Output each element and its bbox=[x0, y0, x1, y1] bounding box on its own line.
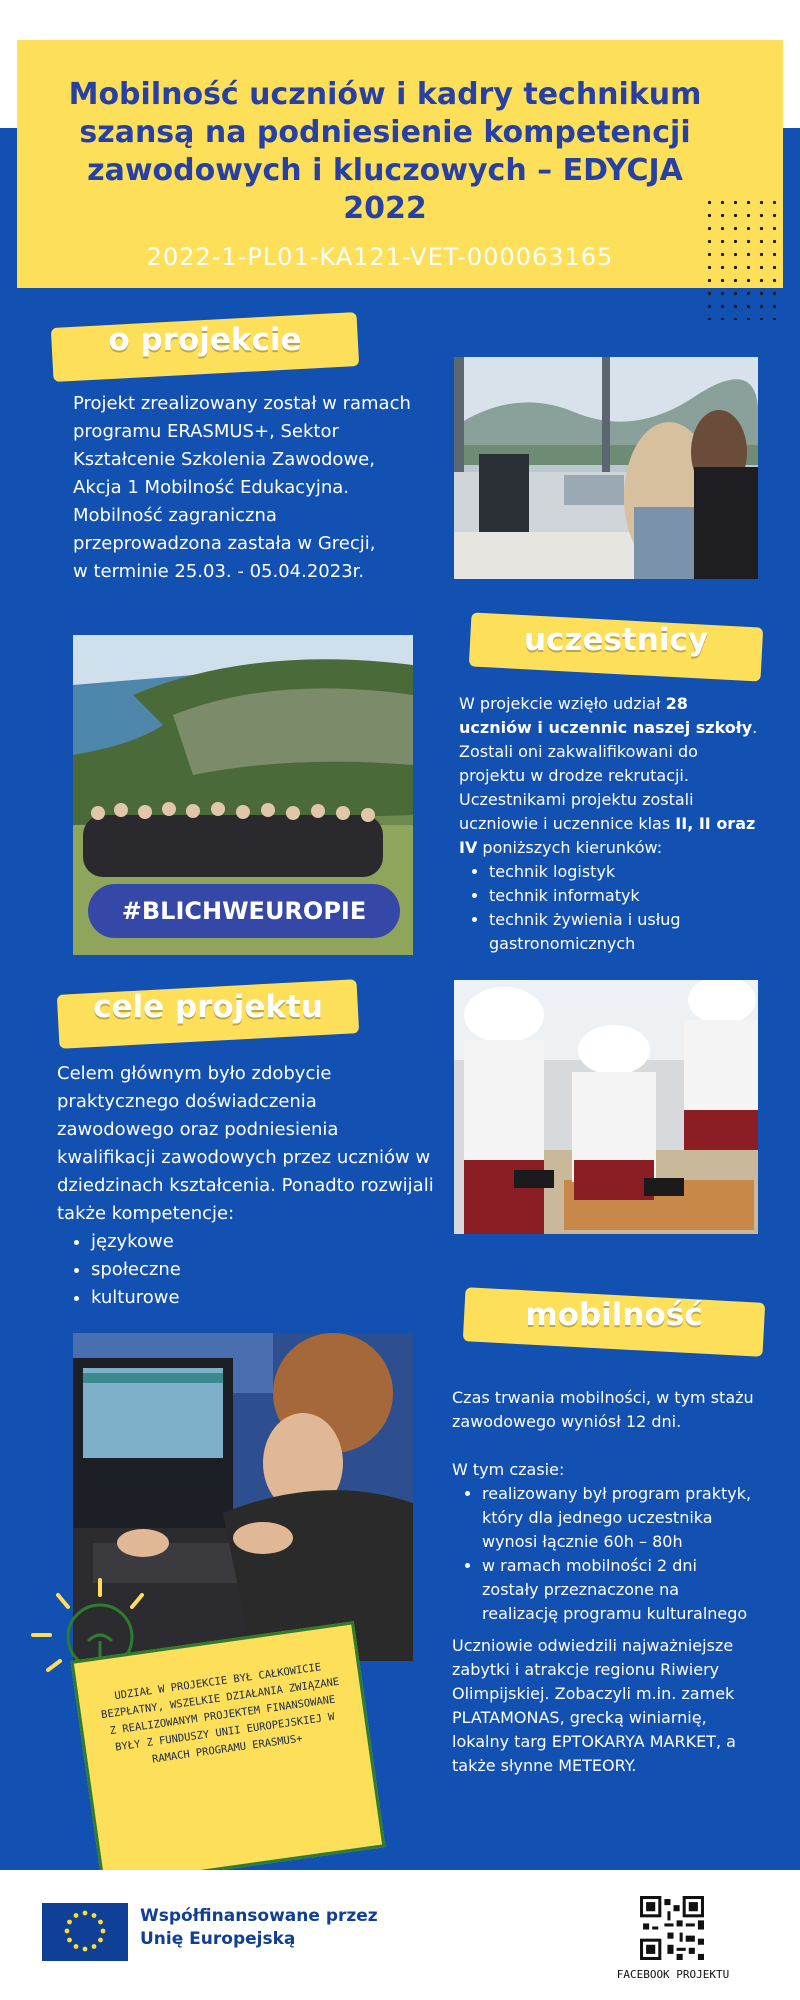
participants-intro-a: W projekcie wzięło udział bbox=[459, 694, 666, 713]
info-note-text: UDZIAŁ W PROJEKCIE BYŁ CAŁKOWICIE BEZPŁATNY, WSZELKIE DZIAŁANIA ZWIĄZANE Z REALIZOWANYM PROJEKTEM FINANSOWANE BYŁY Z FUNDUSZY UNII EUROPEJSKIEJ W RAMACH PROGRAMU ERASMUS+ bbox=[100, 1661, 340, 1766]
goals-text bbox=[57, 1060, 437, 1312]
cofinanced-line: Współfinansowane przez bbox=[140, 1906, 378, 1926]
cofinanced-label bbox=[140, 1905, 378, 1951]
about-line: Mobilność zagraniczna bbox=[73, 505, 277, 526]
photo-cooking bbox=[454, 980, 758, 1234]
about-line: przeprowadzona zastała w Grecji, bbox=[73, 533, 376, 554]
goals-paragraph: Celem głównym było zdobycie praktycznego doświadczenia zawodowego oraz podniesienia kwalifikacji zawodowych przez uczniów w dziedzinach kształcenia. Ponadto rozwijali także kompetencje: bbox=[57, 1063, 434, 1224]
project-id: 2022-1-PL01-KA121-VET-000063165 bbox=[146, 243, 614, 271]
participants-intro-c: poniższych kierunków: bbox=[477, 838, 663, 857]
page-title: Mobilność uczniów i kadry technikum szansą na podniesienie kompetencji zawodowych i kluczowych – EDYCJA 2022 bbox=[68, 77, 702, 226]
list-item: • technik logistyk bbox=[489, 860, 761, 884]
about-line: Kształcenie Szkolenia Zawodowe, bbox=[73, 449, 375, 470]
participants-intro-b: . Zostali oni zakwalifikowani do projektu w drodze rekrutacji. Uczestnikami projektu zostali uczniowie i uczennice klas bbox=[459, 718, 758, 833]
mobility-visits: Uczniowie odwiedzili najważniejsze zabytki i atrakcje regionu Riwiery Olimpijskiej. Zobaczyli m.in. zamek PLATAMONAS, grecką winiarnię, lokalny targ EPTOKARYA MARKET, a także słynne METEORY. bbox=[452, 1636, 736, 1775]
participants-text bbox=[459, 692, 761, 956]
mobility-text bbox=[452, 1386, 757, 1778]
participants-intro bbox=[459, 692, 761, 860]
about-line: programu ERASMUS+, Sektor bbox=[73, 421, 339, 442]
spacer bbox=[452, 1434, 757, 1458]
heading-about: o projekcie bbox=[108, 322, 302, 358]
heading-mobility: mobilność bbox=[525, 1297, 703, 1333]
qr-caption: FACEBOOK PROJEKTU bbox=[616, 1968, 730, 1981]
list-item: • realizowany był program praktyk, który dla jednego uczestnika wynosi łącznie 60h – 80h bbox=[482, 1482, 757, 1554]
heading-participants: uczestnicy bbox=[523, 622, 709, 658]
decorative-dots bbox=[703, 196, 783, 320]
info-note bbox=[71, 1621, 386, 1887]
about-line: Projekt zrealizowany został w ramach bbox=[73, 393, 411, 414]
hashtag-badge: #BLICHWEUROPIE bbox=[88, 884, 400, 938]
spacer bbox=[452, 1626, 757, 1634]
mobility-during: W tym czasie: bbox=[452, 1460, 565, 1479]
participants-list bbox=[459, 860, 761, 956]
about-line: w terminie 25.03. - 05.04.2023r. bbox=[73, 561, 365, 582]
list-item: • technik żywienia i usług gastronomicznych bbox=[489, 908, 761, 956]
mobility-list bbox=[452, 1482, 757, 1626]
qr-code-icon[interactable] bbox=[640, 1896, 704, 1960]
mobility-duration: Czas trwania mobilności, w tym stażu zawodowego wyniósł 12 dni. bbox=[452, 1388, 754, 1431]
photo-office bbox=[454, 357, 758, 579]
about-line: Akcja 1 Mobilność Edukacyjna. bbox=[73, 477, 350, 498]
list-item: • językowe bbox=[91, 1228, 437, 1256]
list-item: • kulturowe bbox=[91, 1284, 437, 1312]
cofinanced-line: Unię Europejską bbox=[140, 1929, 296, 1949]
heading-goals: cele projektu bbox=[93, 989, 323, 1025]
participants-count: 28 uczniów i uczennic naszej szkoły bbox=[459, 694, 753, 737]
list-item: • w ramach mobilności 2 dni zostały przeznaczone na realizację programu kulturalnego bbox=[482, 1554, 757, 1626]
participants-classes: II, II oraz IV bbox=[459, 814, 756, 857]
list-item: • społeczne bbox=[91, 1256, 437, 1284]
about-text bbox=[73, 390, 453, 586]
eu-flag-icon bbox=[42, 1903, 128, 1961]
goals-list bbox=[57, 1228, 437, 1312]
list-item: • technik informatyk bbox=[489, 884, 761, 908]
